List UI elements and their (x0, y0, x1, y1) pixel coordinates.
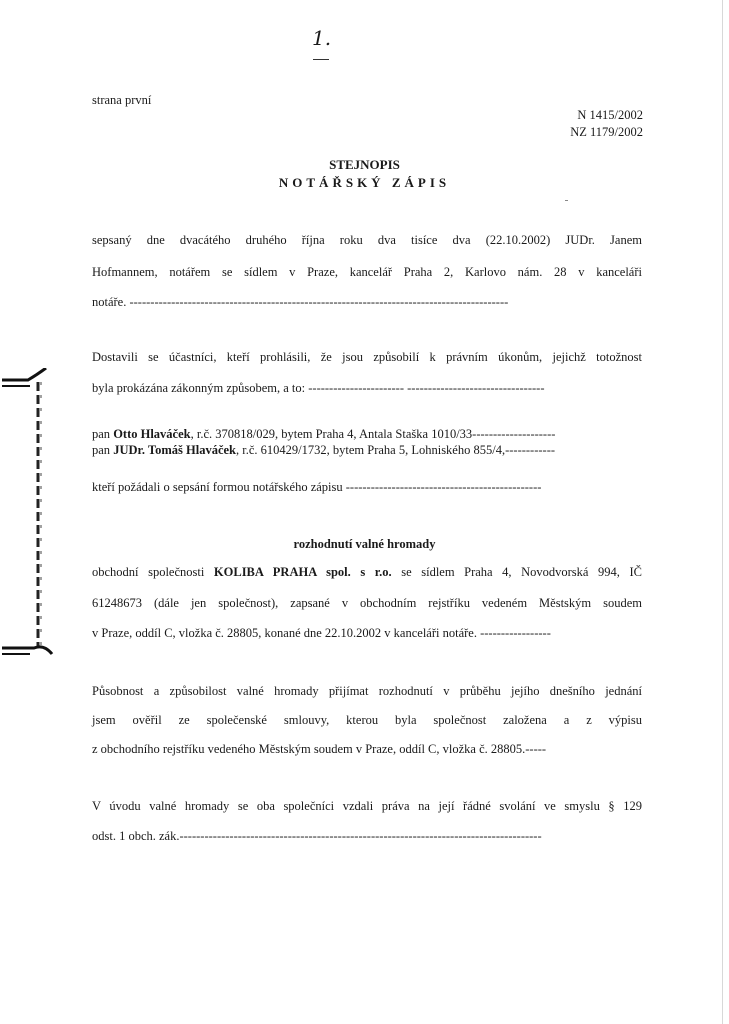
company-line-2: 61248673 (dále jen společnost), zapsané v obchodním rejstříku vedeném Městským soudem (92, 596, 642, 610)
scan-speck (565, 200, 568, 201)
attendance-line-1: Dostavili se účastníci, kteří prohlásili, že jsou způsobilí k právním úkonům, jejichž totožnost (92, 350, 642, 364)
intro-line-1: sepsaný dne dvacátého druhého října roku dva tisíce dva (22.10.2002) JUDr. Janem (92, 233, 642, 247)
document-title-main: NOTÁŘSKÝ ZÁPIS (278, 175, 451, 190)
intro-line-2: Hofmannem, notářem se sídlem v Praze, kancelář Praha 2, Karlovo nám. 28 v kanceláři (92, 265, 642, 279)
document-title-copy: STEJNOPIS (329, 157, 400, 172)
participant-2 (92, 442, 555, 458)
competence-line-3: z obchodního rejstříku vedeného Městským soudem v Praze, oddíl C, vložka č. 28805.----- (92, 742, 547, 756)
intro-line-3: notáře. ------------------------------------------------------------------------------------------- (92, 295, 509, 309)
attendance-line-2: byla prokázána zákonným způsobem, a to: ----------------------- --------------------------------- (92, 381, 545, 395)
decision-heading: rozhodnutí valné hromady (293, 537, 436, 551)
handwritten-page-number: 1. (312, 26, 332, 50)
request-line: kteří požádali o sepsání formou notářského zápisu ----------------------------------------------- (92, 480, 542, 494)
competence-line-1: Působnost a způsobilost valné hromady přijímat rozhodnutí v průběhu jejího dnešního jednání (92, 684, 642, 698)
page-label: strana první (92, 93, 152, 107)
company-name: KOLIBA PRAHA spol. s r.o. (213, 565, 392, 579)
waiver-line-2: odst. 1 obch. zák.--------------------------------------------------------------------------------------- (92, 829, 542, 843)
binding-cord (0, 368, 60, 668)
company-line-1 (92, 564, 642, 580)
participant-2-details: , r.č. 610429/1732, bytem Praha 5, Lohniského 855/4,------------ (236, 443, 556, 457)
reference-nz: NZ 1179/2002 (570, 125, 643, 139)
participant-1-details: , r.č. 370818/029, bytem Praha 4, Antala Staška 1010/33-------------------- (190, 427, 556, 441)
page-edge (722, 0, 723, 1024)
participant-2-prefix: pan (92, 443, 114, 457)
company-line-1-prefix: obchodní společnosti (92, 565, 214, 579)
competence-line-2: jsem ověřil ze společenské smlouvy, kterou byla společnost založena a z výpisu (92, 713, 642, 727)
binding-top-knot (2, 368, 46, 380)
participant-1-prefix: pan (92, 427, 114, 441)
binding-bottom-knot (2, 647, 52, 654)
company-line-3: v Praze, oddíl C, vložka č. 28805, konané dne 22.10.2002 v kanceláři notáře. ----------------- (92, 626, 551, 640)
page-number-underline (313, 59, 329, 60)
participant-1 (92, 426, 555, 442)
reference-n: N 1415/2002 (577, 108, 643, 122)
company-line-1-suffix: se sídlem Praha 4, Novodvorská 994, IČ (391, 565, 642, 579)
participant-2-name: JUDr. Tomáš Hlaváček (113, 443, 237, 457)
participant-1-name: Otto Hlaváček (113, 427, 191, 441)
waiver-line-1: V úvodu valné hromady se oba společníci vzdali práva na její řádné svolání ve smyslu § 129 (92, 799, 642, 813)
